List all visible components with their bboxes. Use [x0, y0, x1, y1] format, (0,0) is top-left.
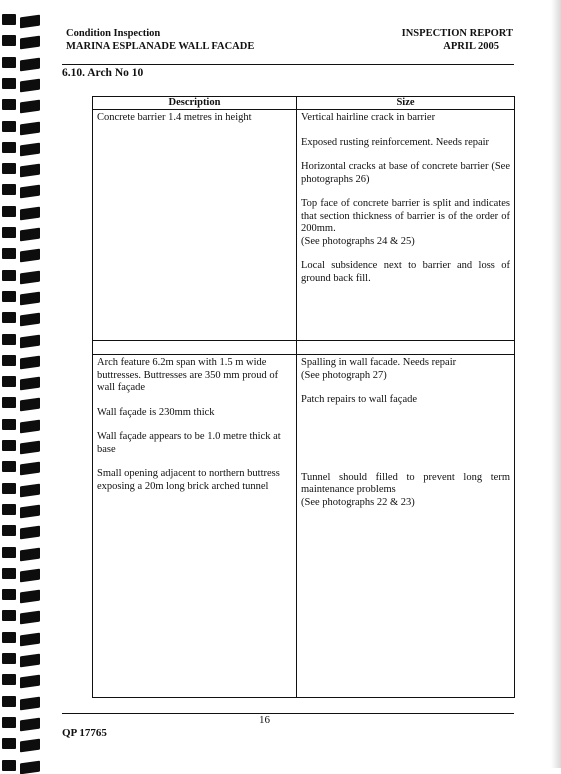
binding-ring — [2, 610, 16, 621]
size-text: Vertical hairline crack in barrier — [301, 112, 436, 123]
binding-ring — [20, 483, 40, 497]
binding-ring — [20, 100, 40, 114]
footer-rule — [62, 713, 514, 714]
page-number: 16 — [259, 714, 270, 726]
binding-ring — [20, 121, 40, 135]
binding-ring — [2, 57, 16, 68]
binding-ring — [20, 611, 40, 625]
description-text: Wall façade appears to be 1.0 metre thick at base — [97, 431, 281, 455]
binding-ring — [20, 590, 40, 604]
size-text: (See photographs 24 & 25) — [301, 235, 415, 247]
binding-ring — [20, 462, 40, 476]
binding-ring — [2, 312, 16, 323]
binding-ring — [20, 249, 40, 263]
binding-ring — [2, 461, 16, 472]
spiral-binding — [0, 0, 44, 768]
size-text: Horizontal cracks at base of concrete barrier (See photographs 26) — [301, 161, 510, 185]
binding-ring — [2, 14, 16, 25]
binding-ring — [2, 206, 16, 217]
binding-ring — [20, 654, 40, 668]
binding-ring — [20, 568, 40, 582]
binding-ring — [20, 206, 40, 220]
binding-ring — [20, 419, 40, 433]
description-text: Wall façade is 230mm thick — [97, 406, 215, 418]
binding-ring — [2, 227, 16, 238]
section-title: 6.10. Arch No 10 — [62, 67, 144, 79]
binding-ring — [20, 547, 40, 561]
size-text: Spalling in wall facade. Needs repair — [301, 357, 457, 368]
size-text: Tunnel should filled to prevent long term maintenance problems — [301, 471, 510, 495]
binding-ring — [2, 270, 16, 281]
binding-ring — [2, 99, 16, 110]
binding-ring — [2, 334, 16, 345]
binding-ring — [20, 398, 40, 412]
binding-ring — [2, 589, 16, 600]
binding-ring — [2, 547, 16, 558]
binding-ring — [20, 313, 40, 327]
column-header-size: Size — [297, 97, 515, 110]
binding-ring — [2, 355, 16, 366]
binding-ring — [20, 377, 40, 391]
binding-ring — [20, 760, 40, 774]
header-date: APRIL 2005 — [443, 41, 499, 52]
page-edge-shadow — [551, 0, 561, 768]
spacer-cell — [93, 341, 297, 355]
document-reference: QP 17765 — [62, 727, 107, 739]
binding-ring — [20, 675, 40, 689]
binding-ring — [20, 57, 40, 71]
binding-ring — [2, 717, 16, 728]
binding-ring — [2, 568, 16, 579]
binding-ring — [2, 632, 16, 643]
binding-ring — [2, 35, 16, 46]
binding-ring — [2, 483, 16, 494]
binding-ring — [20, 632, 40, 646]
binding-ring — [20, 334, 40, 348]
size-text: Top face of concrete barrier is split and indicates that section thickness of barrier is of the order of 200mm. — [301, 198, 510, 234]
binding-ring — [2, 525, 16, 536]
description-text: Arch feature 6.2m span with 1.5 m wide buttresses. Buttresses are 350 mm proud of wall façade — [97, 357, 279, 393]
binding-ring — [20, 185, 40, 199]
binding-ring — [2, 248, 16, 259]
spacer-cell — [297, 341, 515, 355]
binding-ring — [20, 36, 40, 50]
header-subject: Condition Inspection — [66, 28, 161, 39]
binding-ring — [20, 526, 40, 540]
binding-ring — [20, 441, 40, 455]
binding-ring — [20, 228, 40, 242]
size-cell — [297, 355, 515, 698]
binding-ring — [2, 376, 16, 387]
binding-ring — [20, 142, 40, 156]
size-cell — [297, 110, 515, 341]
binding-ring — [2, 653, 16, 664]
table-row — [93, 355, 515, 698]
binding-ring — [2, 397, 16, 408]
binding-ring — [2, 674, 16, 685]
binding-ring — [2, 291, 16, 302]
binding-ring — [20, 164, 40, 178]
binding-ring — [2, 78, 16, 89]
description-cell — [93, 110, 297, 341]
binding-ring — [20, 78, 40, 92]
header-project: MARINA ESPLANADE WALL FACADE — [66, 41, 255, 52]
binding-ring — [2, 760, 16, 771]
binding-ring — [2, 738, 16, 749]
binding-ring — [20, 696, 40, 710]
binding-ring — [2, 142, 16, 153]
binding-ring — [20, 717, 40, 731]
binding-ring — [20, 270, 40, 284]
column-header-description: Description — [93, 97, 297, 110]
binding-ring — [2, 184, 16, 195]
description-cell — [93, 355, 297, 698]
binding-ring — [20, 504, 40, 518]
description-text: Small opening adjacent to northern buttress exposing a 20m long brick arched tunnel — [97, 468, 280, 492]
binding-ring — [2, 121, 16, 132]
size-text: Local subsidence next to barrier and loss of ground back fill. — [301, 260, 510, 284]
binding-ring — [2, 696, 16, 707]
table-spacer-row — [93, 341, 515, 355]
size-text: Patch repairs to wall façade — [301, 394, 418, 405]
inspection-table — [92, 96, 515, 698]
binding-ring — [20, 15, 40, 29]
description-text: Concrete barrier 1.4 metres in height — [97, 112, 252, 123]
binding-ring — [2, 440, 16, 451]
size-text: (See photographs 22 & 23) — [301, 496, 415, 508]
size-text: (See photograph 27) — [301, 369, 387, 381]
binding-ring — [2, 419, 16, 430]
header-report-type: INSPECTION REPORT — [401, 28, 513, 39]
binding-ring — [20, 739, 40, 753]
size-text: Exposed rusting reinforcement. Needs repair — [301, 136, 490, 148]
binding-ring — [20, 291, 40, 305]
binding-ring — [2, 504, 16, 515]
binding-ring — [2, 163, 16, 174]
table-row — [93, 110, 515, 341]
binding-ring — [20, 355, 40, 369]
header-left — [66, 27, 254, 53]
header-right — [402, 27, 513, 53]
table-header-row — [93, 97, 515, 110]
header-rule — [62, 64, 514, 65]
